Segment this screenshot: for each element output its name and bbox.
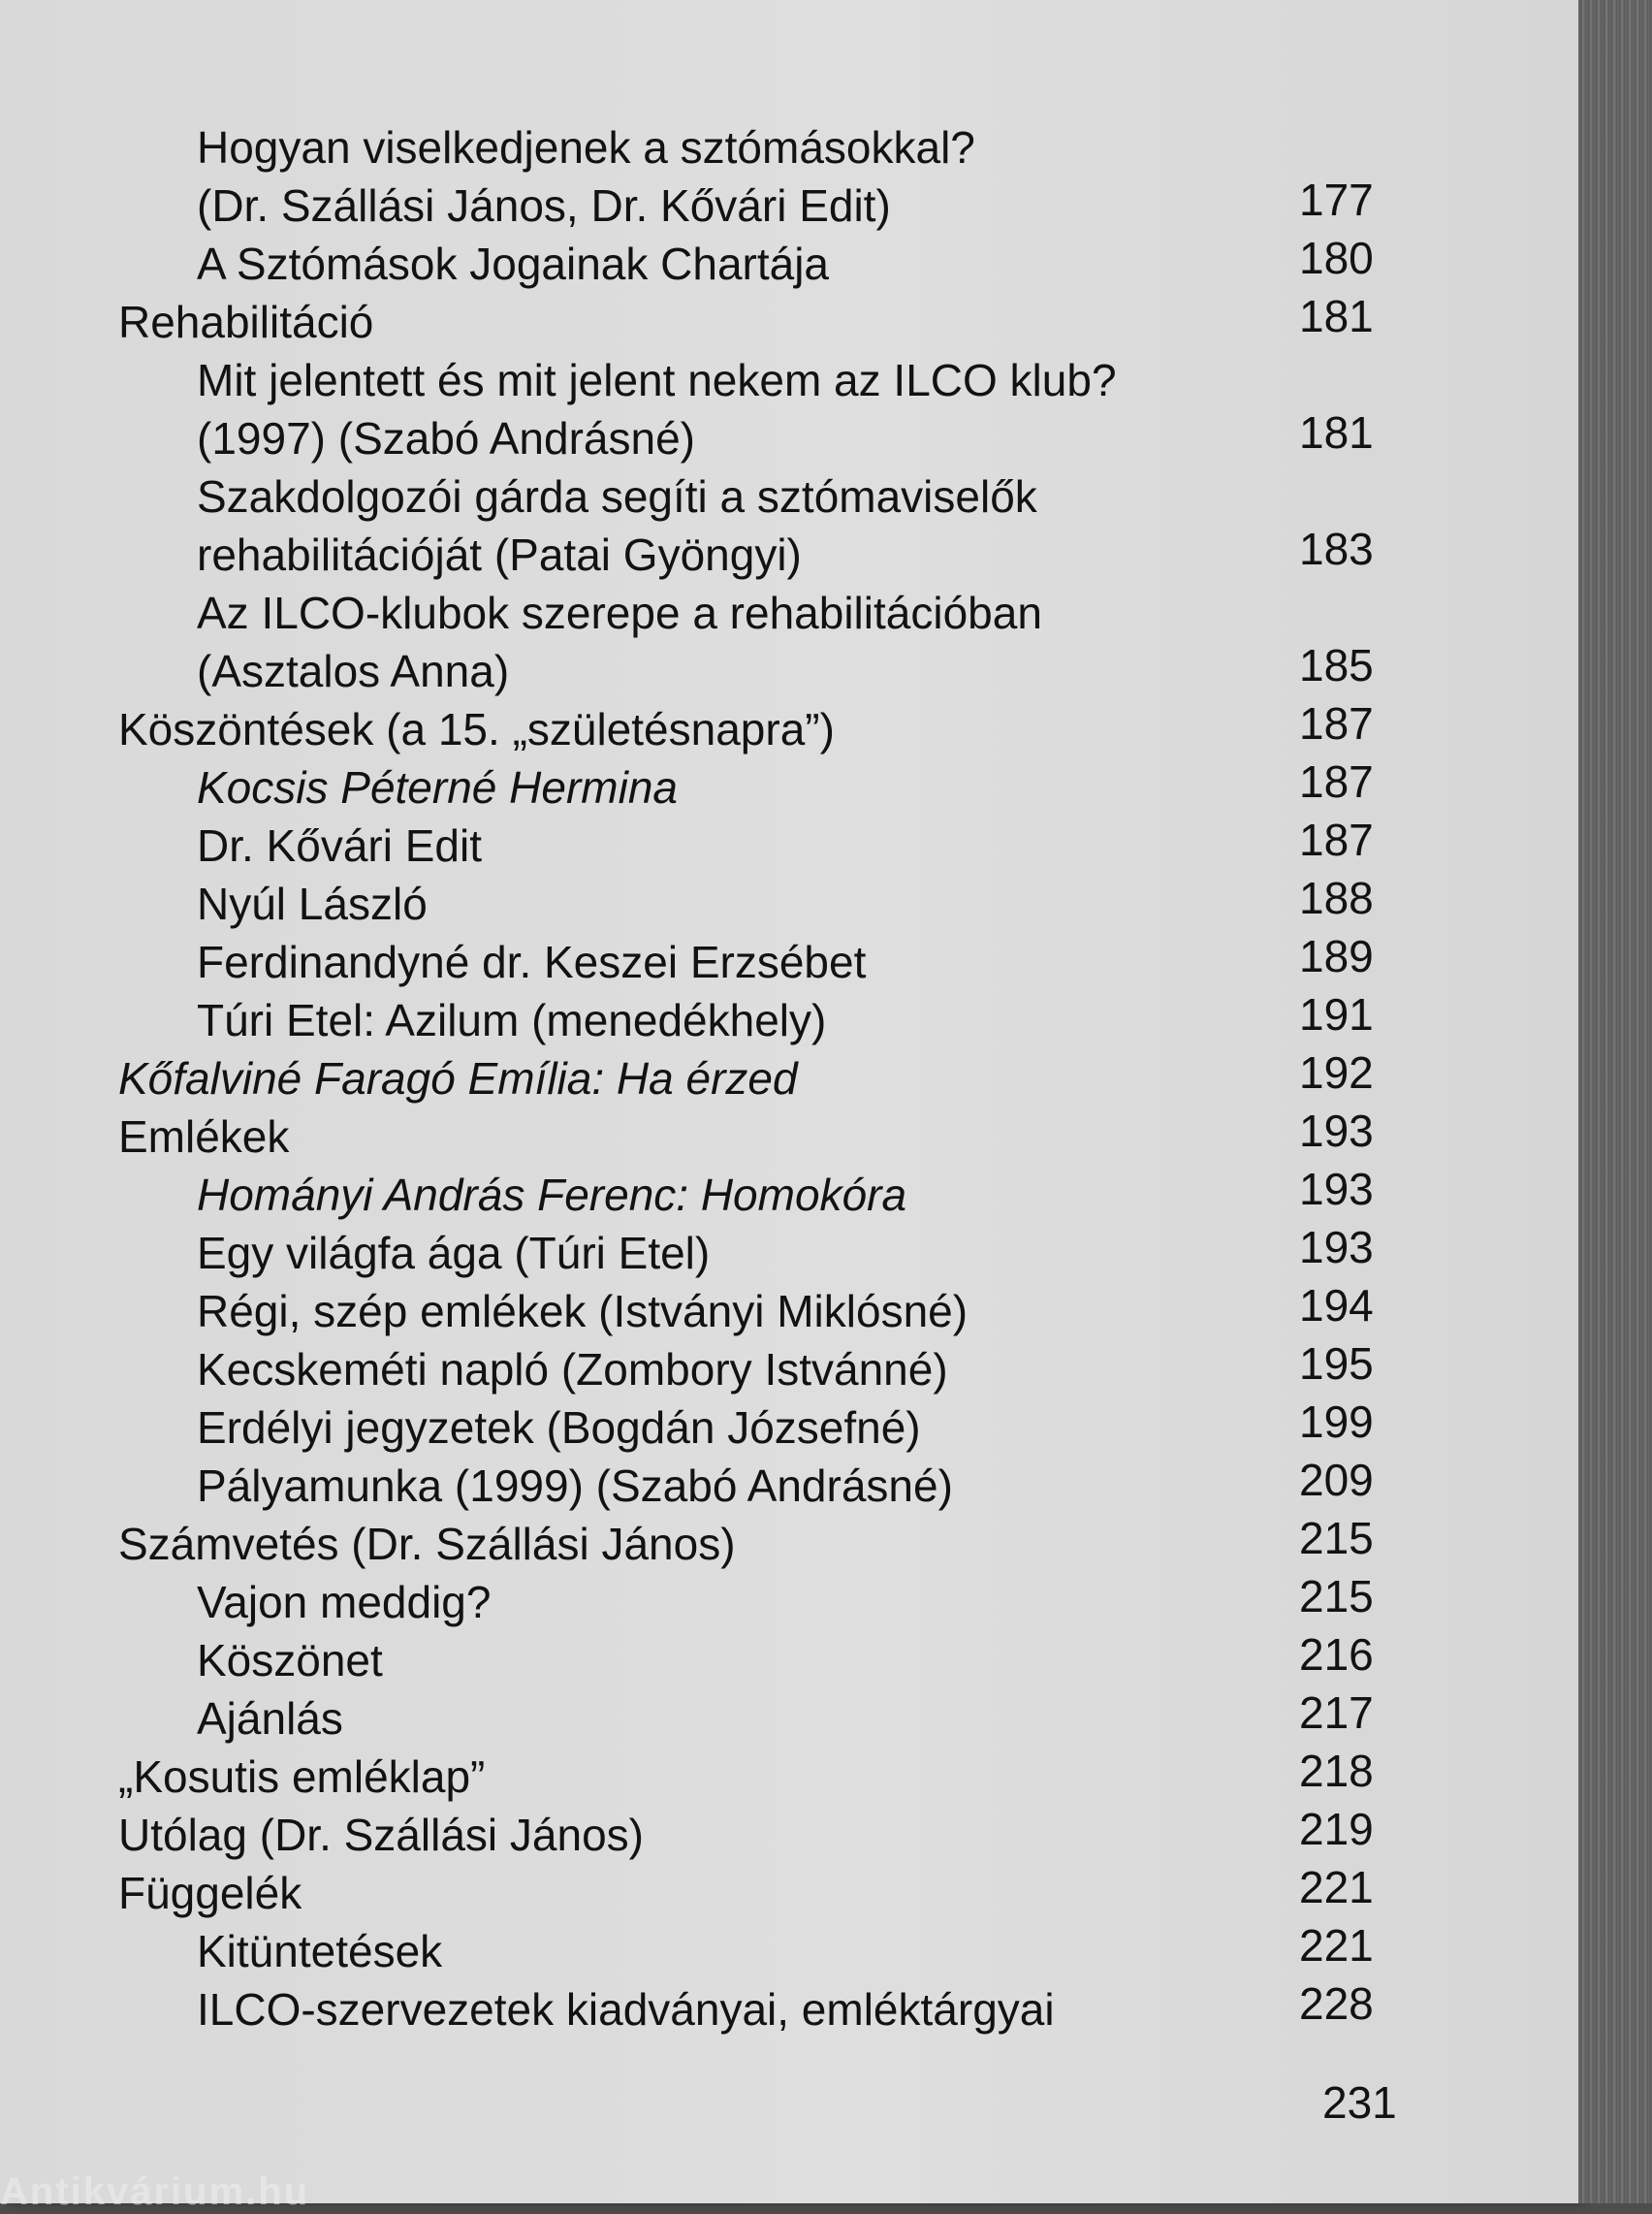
toc-entry-page: 187 — [1299, 698, 1374, 749]
toc-entry — [0, 1980, 1454, 2038]
toc-entry — [0, 758, 1454, 817]
toc-entry — [0, 1631, 1454, 1689]
toc-entry-title: Hományi András Ferenc: Homokóra — [197, 1170, 907, 1220]
toc-entry-title: (Asztalos Anna) — [197, 646, 510, 696]
toc-entry-page: 177 — [1299, 175, 1374, 225]
toc-entry-page: 215 — [1299, 1513, 1374, 1563]
toc-entry-page: 187 — [1299, 756, 1374, 807]
toc-entry — [0, 1224, 1454, 1282]
toc-entry — [0, 991, 1454, 1049]
toc-entry-title: Kőfalviné Faragó Emília: Ha érzed — [118, 1053, 798, 1104]
toc-entry-title: rehabilitációját (Patai Gyöngyi) — [197, 529, 802, 580]
toc-entry-page: 217 — [1299, 1687, 1374, 1738]
toc-entry-page: 199 — [1299, 1396, 1374, 1447]
toc-entry — [0, 235, 1454, 293]
book-edge — [1578, 0, 1652, 2203]
toc-entry-page: 216 — [1299, 1629, 1374, 1680]
toc-entry-page: 191 — [1299, 989, 1374, 1040]
toc-entry — [0, 526, 1454, 584]
toc-entry — [0, 1922, 1454, 1980]
toc-entry — [0, 1166, 1454, 1224]
toc-entry — [0, 1573, 1454, 1631]
page-number: 231 — [1322, 2077, 1397, 2128]
toc-entry-title: Köszönet — [197, 1635, 383, 1685]
toc-entry-title: Kecskeméti napló (Zombory Istvánné) — [197, 1344, 948, 1395]
toc-entry-title: Ferdinandyné dr. Keszei Erzsébet — [197, 937, 867, 987]
toc-entry-page: 189 — [1299, 931, 1374, 981]
toc-entry-page: 228 — [1299, 1978, 1374, 2029]
toc-entry-title: Pályamunka (1999) (Szabó Andrásné) — [197, 1460, 953, 1511]
toc-entry — [0, 700, 1454, 758]
toc-entry-title: Hogyan viselkedjenek a sztómásokkal? — [197, 122, 975, 173]
toc-entry-title: Erdélyi jegyzetek (Bogdán Józsefné) — [197, 1402, 921, 1453]
toc-entry-title: Nyúl László — [197, 879, 428, 929]
toc-entry-title: (1997) (Szabó Andrásné) — [197, 413, 695, 464]
toc-entry — [0, 1457, 1454, 1515]
toc-entry-page: 215 — [1299, 1571, 1374, 1621]
toc-entry-title: Dr. Kővári Edit — [197, 820, 482, 871]
toc-entry-page: 181 — [1299, 291, 1374, 341]
toc-entry — [0, 1864, 1454, 1922]
toc-entry-page: 187 — [1299, 815, 1374, 865]
toc-entry — [0, 1107, 1454, 1166]
toc-entry — [0, 642, 1454, 700]
toc-entry-title: Kitüntetések — [197, 1926, 443, 1976]
toc-entry — [0, 409, 1454, 467]
toc-entry — [0, 1340, 1454, 1398]
toc-entry — [0, 351, 1454, 409]
toc-entry — [0, 817, 1454, 875]
toc-entry-page: 194 — [1299, 1280, 1374, 1331]
toc-entry-title: ILCO-szervezetek kiadványai, emléktárgyai — [197, 1984, 1055, 2035]
toc-entry — [0, 875, 1454, 933]
toc-entry — [0, 1049, 1454, 1107]
toc-entry-page: 221 — [1299, 1920, 1374, 1971]
toc-entry-page: 209 — [1299, 1455, 1374, 1505]
toc-entry-page: 183 — [1299, 524, 1374, 574]
toc-entry-title: (Dr. Szállási János, Dr. Kővári Edit) — [197, 180, 891, 231]
toc-entry-page: 219 — [1299, 1804, 1374, 1854]
toc-entry-title: Emlékek — [118, 1111, 290, 1162]
toc-entry-title: Vajon meddig? — [197, 1577, 492, 1627]
toc-entry-title: Kocsis Péterné Hermina — [197, 762, 678, 813]
toc-entry-page: 221 — [1299, 1862, 1374, 1912]
toc-entry-title: Számvetés (Dr. Szállási János) — [118, 1519, 736, 1569]
toc-entry-page: 185 — [1299, 640, 1374, 690]
toc-entry-page: 188 — [1299, 873, 1374, 923]
toc-entry — [0, 118, 1454, 176]
toc-entry-page: 180 — [1299, 233, 1374, 283]
toc-entry-page: 193 — [1299, 1164, 1374, 1214]
toc-entry-page: 193 — [1299, 1106, 1374, 1156]
toc-entry-title: „Kosutis emléklap” — [118, 1751, 486, 1802]
toc-entry — [0, 584, 1454, 642]
toc-entry-title: A Sztómások Jogainak Chartája — [197, 239, 830, 289]
toc-entry-page: 193 — [1299, 1222, 1374, 1272]
toc-entry-title: Mit jelentett és mit jelent nekem az ILCO klub? — [197, 355, 1117, 405]
toc-entry — [0, 467, 1454, 526]
toc-entry-title: Az ILCO-klubok szerepe a rehabilitációban — [197, 588, 1042, 638]
toc-entry-title: Függelék — [118, 1868, 302, 1918]
toc-entry-title: Régi, szép emlékek (Istványi Miklósné) — [197, 1286, 969, 1336]
toc-entry — [0, 176, 1454, 235]
toc-entry — [0, 1806, 1454, 1864]
toc-entry — [0, 1515, 1454, 1573]
toc-entry — [0, 933, 1454, 991]
watermark: Antikvárium.hu — [0, 2170, 310, 2213]
toc-entry-page: 218 — [1299, 1746, 1374, 1796]
toc-entry — [0, 293, 1454, 351]
toc-entry-title: Szakdolgozói gárda segíti a sztómaviselők — [197, 471, 1037, 522]
toc-entry — [0, 1282, 1454, 1340]
toc-entry — [0, 1398, 1454, 1457]
toc-entry-page: 181 — [1299, 407, 1374, 458]
toc-entry — [0, 1748, 1454, 1806]
toc-entry-title: Rehabilitáció — [118, 297, 374, 347]
toc-entry-title: Túri Etel: Azilum (menedékhely) — [197, 995, 827, 1045]
toc-entry-title: Utólag (Dr. Szállási János) — [118, 1810, 644, 1860]
toc-entry-title: Köszöntések (a 15. „születésnapra”) — [118, 704, 835, 754]
toc-entry-page: 195 — [1299, 1338, 1374, 1389]
toc-entry — [0, 1689, 1454, 1748]
toc-entry-title: Egy világfa ága (Túri Etel) — [197, 1228, 711, 1278]
toc-entry-page: 192 — [1299, 1047, 1374, 1098]
toc-entry-title: Ajánlás — [197, 1693, 343, 1744]
